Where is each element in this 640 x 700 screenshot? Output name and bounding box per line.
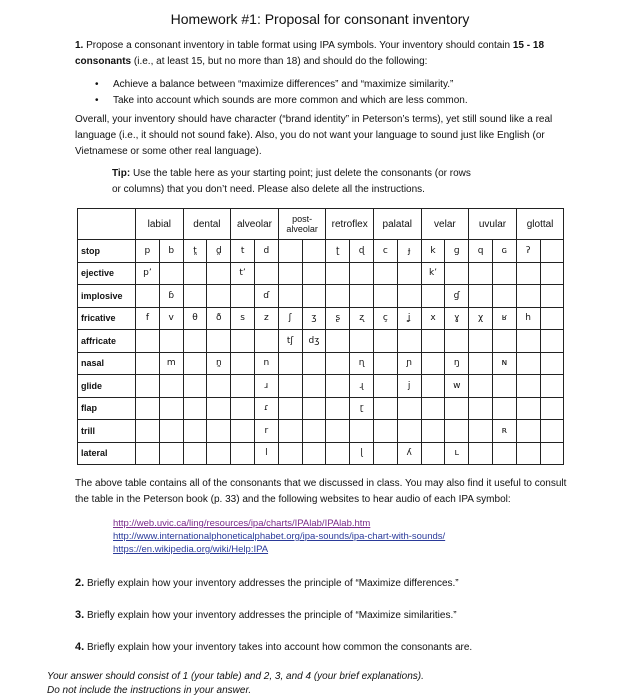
table-row [78, 262, 564, 285]
ipa-cell [302, 442, 326, 465]
question-4-number: 4. [75, 641, 85, 653]
ipa-cell [421, 285, 445, 308]
ipa-cell [516, 262, 540, 285]
ipa-cell [540, 262, 564, 285]
question-4-text: Briefly explain how your inventory takes into account how common the consonants are. [86, 642, 473, 653]
overall-paragraph: Overall, your inventory should have character (“brand identity” in Peterson’s terms), yet still sound like a real language (i.e., it should not sound fake). Also, you do not want your language to sound just like English (or Vietnamese or some other real language). [75, 114, 553, 157]
ipa-cell [183, 352, 207, 375]
ipa-cell [183, 420, 207, 443]
ipa-cell [469, 285, 493, 308]
ipa-cell [540, 442, 564, 465]
table-row [78, 307, 564, 330]
ipa-cell: ɠ [445, 285, 469, 308]
ipa-cell [540, 330, 564, 353]
after-table-paragraph: The above table contains all of the consonants that we discussed in class. You may also find it useful to consult the table in the Peterson book (p. 33) and the following websites to hear audio of each IPA symbol: [75, 478, 567, 505]
ipa-cell [350, 330, 374, 353]
ipa-cell: ð [207, 307, 231, 330]
question-3-number: 3. [75, 609, 85, 621]
ipa-cell [492, 330, 516, 353]
ipa-cell [207, 420, 231, 443]
ipa-cell [136, 420, 160, 443]
ipa-cell [326, 375, 350, 398]
ipa-cell [159, 442, 183, 465]
ipa-cell [326, 285, 350, 308]
ipa-cell: r [255, 420, 279, 443]
header-palatal: palatal [373, 209, 421, 240]
header-glottal: glottal [516, 209, 564, 240]
question-1-number: 1. [75, 40, 84, 51]
ipa-cell: ɣ [445, 307, 469, 330]
row-label: trill [78, 420, 136, 443]
ipa-cell [540, 307, 564, 330]
ipa-cell [469, 375, 493, 398]
tip-paragraph [112, 166, 482, 198]
ipa-cell [373, 285, 397, 308]
ipa-cell [326, 352, 350, 375]
ipa-cell [207, 375, 231, 398]
ipa-cell [516, 397, 540, 420]
ipa-cell: ɗ [255, 285, 279, 308]
ipa-cell [183, 262, 207, 285]
ipa-cell [278, 397, 302, 420]
ipa-cell [302, 240, 326, 263]
ipa-cell [516, 330, 540, 353]
ipa-cell [207, 397, 231, 420]
ipa-cell [397, 330, 421, 353]
row-label: nasal [78, 352, 136, 375]
ipa-cell [516, 352, 540, 375]
ipa-cell [421, 397, 445, 420]
table-row [78, 285, 564, 308]
question-2 [75, 577, 459, 589]
ipa-cell: h [516, 307, 540, 330]
ipa-cell [326, 420, 350, 443]
ipa-cell [373, 442, 397, 465]
ipa-cell [373, 352, 397, 375]
tip-text: Use the table here as your starting point; just delete the consonants (or rows or columns) that you don’t need. Please also delete all the instructions. [112, 168, 471, 195]
ipa-cell: m [159, 352, 183, 375]
ipa-cell [445, 397, 469, 420]
ipa-cell [540, 397, 564, 420]
ipa-cell: χ [469, 307, 493, 330]
ipa-cell [421, 330, 445, 353]
ipa-cell [540, 375, 564, 398]
ipa-cell [278, 240, 302, 263]
ipa-cell: ɡ [445, 240, 469, 263]
ipa-cell [516, 420, 540, 443]
ipa-cell: q [469, 240, 493, 263]
ipa-cell: t [231, 240, 255, 263]
link-wikipedia[interactable]: https://en.wikipedia.org/wiki/Help:IPA [113, 544, 269, 555]
ipa-cell: l [255, 442, 279, 465]
ipa-cell: ʝ [397, 307, 421, 330]
ipa-cell: ʎ [397, 442, 421, 465]
ipa-cell [373, 420, 397, 443]
ipa-cell [373, 397, 397, 420]
ipa-cell: b [159, 240, 183, 263]
ipa-cell: ɢ [492, 240, 516, 263]
ipa-cell [231, 442, 255, 465]
ipa-cell [469, 330, 493, 353]
ipa-cell [326, 397, 350, 420]
ipa-cell [278, 262, 302, 285]
ipa-cell [350, 285, 374, 308]
ipa-cell [326, 262, 350, 285]
bullet-text: Achieve a balance between “maximize differences” and “maximize similarity.” [113, 79, 454, 90]
header-uvular: uvular [469, 209, 517, 240]
header-post-alveolar: post-alveolar [278, 209, 326, 240]
ipa-cell [445, 420, 469, 443]
ipa-cell: ŋ [445, 352, 469, 375]
ipa-cell [326, 330, 350, 353]
final-note [47, 670, 424, 698]
row-label: implosive [78, 285, 136, 308]
ipa-cell [278, 285, 302, 308]
ipa-cell: ɻ [350, 375, 374, 398]
ipa-cell [302, 397, 326, 420]
table-header-row [78, 209, 564, 240]
ipa-cell [492, 285, 516, 308]
row-label: affricate [78, 330, 136, 353]
table-row [78, 330, 564, 353]
row-label: lateral [78, 442, 136, 465]
table-row [78, 442, 564, 465]
ipa-cell [159, 420, 183, 443]
ipa-cell: ʁ [492, 307, 516, 330]
ipa-cell [278, 420, 302, 443]
ipa-cell [302, 420, 326, 443]
ipa-cell [421, 420, 445, 443]
ipa-cell [231, 330, 255, 353]
ipa-cell [159, 262, 183, 285]
ipa-cell [302, 375, 326, 398]
tip-label: Tip: [112, 168, 131, 179]
ipa-cell [207, 330, 231, 353]
ipa-cell [421, 352, 445, 375]
header-alveolar: alveolar [231, 209, 279, 240]
ipa-cell: ɟ [397, 240, 421, 263]
ipa-cell [302, 352, 326, 375]
question-1-text-b: (i.e., at least 15, but no more than 18) and should do the following: [133, 56, 428, 67]
ipa-cell [136, 442, 160, 465]
header-retroflex: retroflex [326, 209, 374, 240]
ipa-cell [540, 420, 564, 443]
bullet-dot: • [95, 79, 99, 90]
table-row [78, 375, 564, 398]
ipa-cell [183, 397, 207, 420]
ipa-cell [492, 442, 516, 465]
ipa-cell: ɽ [350, 397, 374, 420]
ipa-cell: p’ [136, 262, 160, 285]
question-2-number: 2. [75, 577, 85, 589]
ipa-cell [373, 262, 397, 285]
consonant-table [77, 208, 564, 465]
ipa-cell [469, 442, 493, 465]
ipa-cell [207, 285, 231, 308]
ipa-cell: t’ [231, 262, 255, 285]
ipa-cell [136, 375, 160, 398]
ipa-cell [373, 375, 397, 398]
ipa-cell [207, 442, 231, 465]
row-label: fricative [78, 307, 136, 330]
ipa-cell: ʔ [516, 240, 540, 263]
ipa-cell: d [255, 240, 279, 263]
ipa-cell [540, 240, 564, 263]
final-note-line: Do not include the instructions in your answer. [47, 685, 252, 696]
ipa-cell [421, 375, 445, 398]
ipa-cell [183, 330, 207, 353]
ipa-cell: c [373, 240, 397, 263]
ipa-cell: ɖ [350, 240, 374, 263]
ipa-cell [350, 262, 374, 285]
ipa-cell: j [397, 375, 421, 398]
link-ipa-sounds[interactable]: http://www.internationalphoneticalphabet.org/ipa-sounds/ipa-chart-with-sounds/ [113, 531, 446, 542]
ipa-cell: dʒ [302, 330, 326, 353]
ipa-cell [231, 375, 255, 398]
ipa-cell [159, 375, 183, 398]
ipa-cell [326, 442, 350, 465]
ipa-cell [445, 330, 469, 353]
table-row [78, 420, 564, 443]
header-dental: dental [183, 209, 231, 240]
ipa-cell [231, 285, 255, 308]
ipa-cell [278, 352, 302, 375]
row-label: flap [78, 397, 136, 420]
ipa-cell: s [231, 307, 255, 330]
ipa-cell: tʃ [278, 330, 302, 353]
link-list [113, 517, 445, 556]
ipa-cell: x [421, 307, 445, 330]
table-row [78, 240, 564, 263]
ipa-cell [397, 262, 421, 285]
ipa-cell [373, 330, 397, 353]
ipa-cell: ʈ [326, 240, 350, 263]
ipa-cell [516, 442, 540, 465]
question-1 [75, 38, 570, 70]
ipa-cell: ɾ [255, 397, 279, 420]
ipa-cell [492, 262, 516, 285]
ipa-cell: f [136, 307, 160, 330]
question-1-text-a: Propose a consonant inventory in table format using IPA symbols. Your inventory should contain [86, 40, 511, 51]
question-3 [75, 609, 457, 621]
ipa-cell: ɲ [397, 352, 421, 375]
ipa-cell [231, 352, 255, 375]
row-label: glide [78, 375, 136, 398]
header-velar: velar [421, 209, 469, 240]
ipa-cell [231, 420, 255, 443]
link-uvic[interactable]: http://web.uvic.ca/ling/resources/ipa/charts/IPAlab/IPAlab.htm [113, 518, 371, 529]
ipa-cell [136, 397, 160, 420]
final-note-line: Your answer should consist of 1 (your table) and 2, 3, and 4 (your brief explanations). [47, 671, 424, 682]
ipa-cell [397, 420, 421, 443]
ipa-cell [183, 375, 207, 398]
ipa-cell [469, 420, 493, 443]
ipa-cell [350, 420, 374, 443]
ipa-cell [136, 330, 160, 353]
ipa-cell: ʃ [278, 307, 302, 330]
question-4 [75, 641, 472, 653]
ipa-cell [136, 285, 160, 308]
bullet-text: Take into account which sounds are more common and which are less common. [113, 95, 468, 106]
ipa-cell: ɴ [492, 352, 516, 375]
ipa-cell [397, 397, 421, 420]
ipa-cell [445, 262, 469, 285]
ipa-cell [302, 262, 326, 285]
page-title: Homework #1: Proposal for consonant inventory [170, 11, 470, 27]
ipa-cell [207, 262, 231, 285]
ipa-cell: ɭ [350, 442, 374, 465]
question-2-text: Briefly explain how your inventory addresses the principle of “Maximize differences.” [86, 578, 459, 589]
ipa-cell: ʐ [350, 307, 374, 330]
table-row [78, 397, 564, 420]
ipa-cell [136, 352, 160, 375]
ipa-cell [255, 262, 279, 285]
bullet-dot: • [95, 95, 99, 106]
ipa-cell [231, 397, 255, 420]
ipa-cell: n̪ [207, 352, 231, 375]
ipa-cell [159, 397, 183, 420]
ipa-cell: ɹ [255, 375, 279, 398]
ipa-cell [159, 330, 183, 353]
ipa-cell: w [445, 375, 469, 398]
ipa-cell [516, 375, 540, 398]
ipa-cell [183, 285, 207, 308]
ipa-cell: d̪ [207, 240, 231, 263]
table-corner-cell [78, 209, 136, 240]
ipa-cell [421, 442, 445, 465]
ipa-cell [469, 352, 493, 375]
ipa-cell: ɳ [350, 352, 374, 375]
question-1-bold: 15 - 18 consonants [75, 40, 545, 67]
ipa-cell [492, 397, 516, 420]
ipa-cell [540, 352, 564, 375]
ipa-cell [278, 375, 302, 398]
ipa-cell [278, 442, 302, 465]
ipa-cell: k [421, 240, 445, 263]
ipa-cell: ʒ [302, 307, 326, 330]
ipa-cell [492, 375, 516, 398]
ipa-cell: t̪ [183, 240, 207, 263]
ipa-cell [397, 285, 421, 308]
table-row [78, 352, 564, 375]
ipa-cell: v [159, 307, 183, 330]
header-labial: labial [136, 209, 184, 240]
ipa-cell [469, 262, 493, 285]
ipa-cell: n [255, 352, 279, 375]
question-3-text: Briefly explain how your inventory addresses the principle of “Maximize similarities.” [86, 610, 457, 621]
ipa-cell: k’ [421, 262, 445, 285]
ipa-cell: θ [183, 307, 207, 330]
ipa-cell [255, 330, 279, 353]
ipa-cell: ʟ [445, 442, 469, 465]
row-label: ejective [78, 262, 136, 285]
ipa-cell: ɓ [159, 285, 183, 308]
ipa-cell: ʂ [326, 307, 350, 330]
ipa-cell: ʀ [492, 420, 516, 443]
ipa-cell [516, 285, 540, 308]
ipa-cell [540, 285, 564, 308]
ipa-cell [183, 442, 207, 465]
ipa-cell [302, 285, 326, 308]
ipa-cell: p [136, 240, 160, 263]
ipa-cell: ç [373, 307, 397, 330]
ipa-cell: z [255, 307, 279, 330]
row-label: stop [78, 240, 136, 263]
ipa-cell [469, 397, 493, 420]
